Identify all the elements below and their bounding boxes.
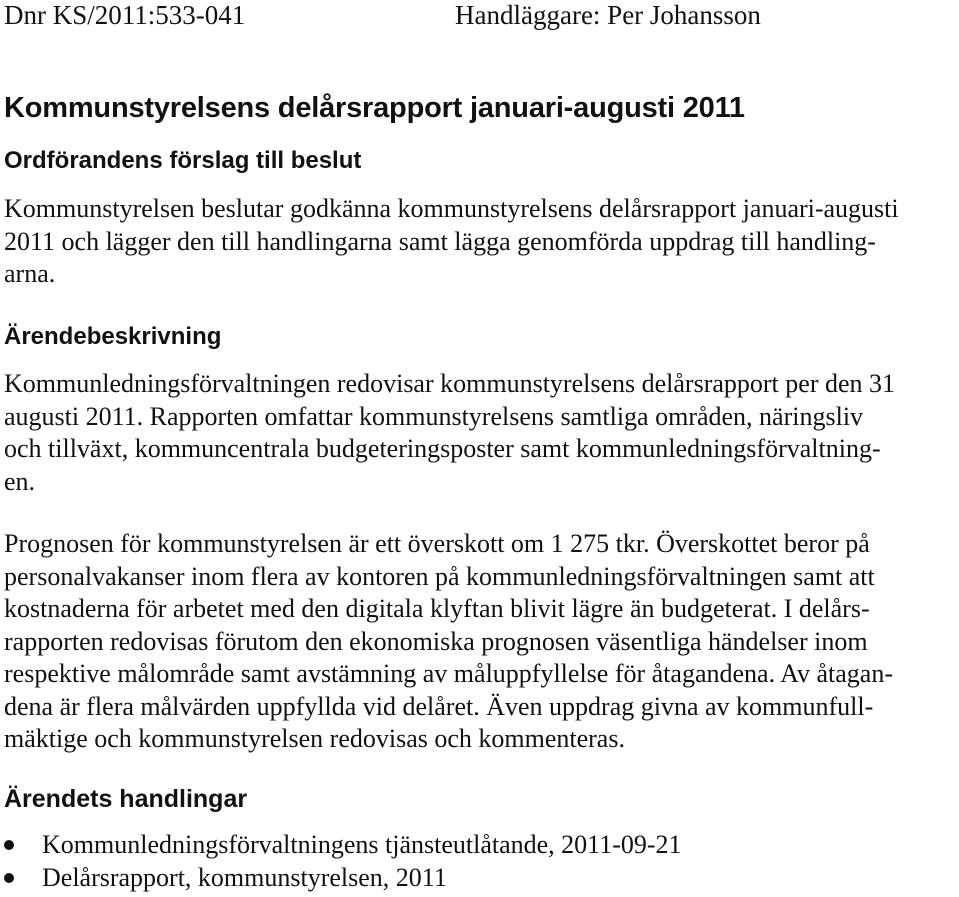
text-line: Kommunledningsförvaltningen redovisar kommunstyrelsens delårsrapport per den 31 [4,369,896,398]
documents-heading: Ärendets handlingar [4,785,248,813]
text-line: personalvakanser inom flera av kontoren på kommunledningsförvaltningen samt att [4,561,875,591]
description-heading: Ärendebeskrivning [4,323,222,350]
text-line: 2011 och lägger den till handlingarna samt lägga genomförda uppdrag till handling- [4,226,876,256]
document-title: Kommunstyrelsens delårsrapport januari-augusti 2011 [4,92,745,124]
proposal-paragraph [4,193,959,291]
text-line: en. [4,466,36,496]
bullet-icon [4,840,14,850]
text-line: arna. [4,259,56,288]
description-paragraph-1 [4,368,959,498]
text-line: respektive målområde samt avstämning av måluppfyllelse för åtagandena. Av åtagan- [4,659,893,688]
text-line: kostnaderna för arbetet med den digitala klyftan blivit lägre än budgeterat. I delårs- [4,594,870,623]
text-line: augusti 2011. Rapporten omfattar kommunstyrelsens samtliga områden, näringsliv [4,401,864,431]
text-line: dena är flera målvärden uppfyllda vid delåret. Även uppdrag givna av kommunfull- [4,691,874,721]
text-line: rapporten redovisas förutom den ekonomiska prognosen väsentliga händelser inom [4,626,868,656]
list-item [4,828,682,861]
case-handler: Handläggare: Per Johansson [455,0,761,30]
proposal-heading: Ordförandens förslag till beslut [4,147,362,174]
description-paragraph-2 [4,528,959,756]
list-item-text: Delårsrapport, kommunstyrelsen, 2011 [42,863,447,892]
bullet-icon [4,873,14,883]
list-item [4,861,682,894]
list-item-text: Kommunledningsförvaltningens tjänsteutlåtande, 2011-09-21 [42,830,682,859]
text-line: mäktige och kommunstyrelsen redovisas och kommenteras. [4,724,625,753]
case-number: Dnr KS/2011:533-041 [4,0,246,30]
text-line: Kommunstyrelsen beslutar godkänna kommunstyrelsens delårsrapport januari-augusti [4,194,899,223]
text-line: och tillväxt, kommuncentrala budgeteringsposter samt kommunledningsförvaltning- [4,434,881,463]
documents-list [4,828,682,894]
text-line: Prognosen för kommunstyrelsen är ett överskott om 1 275 tkr. Överskottet beror på [4,529,870,558]
